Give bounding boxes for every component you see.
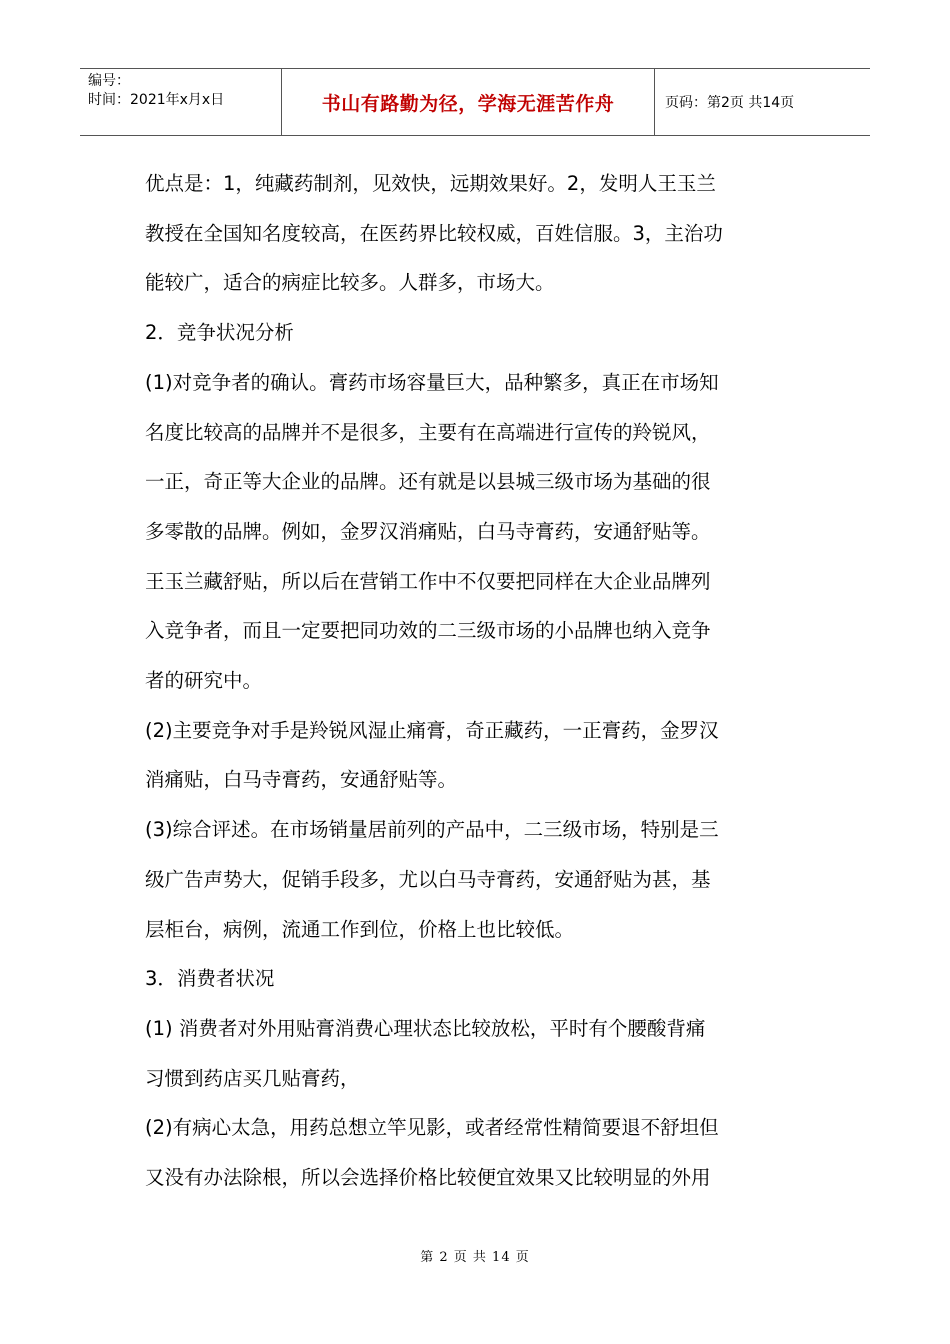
header-page-info: 页码：第2页 共14页 xyxy=(665,95,795,111)
section-heading: 2．竞争状况分析 xyxy=(145,321,294,345)
body-line: 级广告声势大，促销手段多，尤以白马寺膏药，安通舒贴为甚，基 xyxy=(145,867,711,891)
body-line: 能较广，适合的病症比较多。人群多，市场大。 xyxy=(145,271,555,295)
document-number: 编号： xyxy=(88,73,130,89)
body-line: 王玉兰藏舒贴，所以后在营销工作中不仅要把同样在大企业品牌列 xyxy=(145,569,711,593)
body-line: 者的研究中。 xyxy=(145,669,263,693)
body-line: 消痛贴，白马寺膏药，安通舒贴等。 xyxy=(145,768,458,792)
header-meta xyxy=(80,69,282,135)
section-heading: 3．消费者状况 xyxy=(145,967,275,991)
body-line: (1) 消费者对外用贴膏消费心理状态比较放松，平时有个腰酸背痛 xyxy=(145,1016,706,1040)
body-line: 优点是：1，纯藏药制剂，见效快，远期效果好。2，发明人王玉兰 xyxy=(145,172,716,195)
document-header xyxy=(80,68,870,136)
body-line: (1)对竞争者的确认。膏药市场容量巨大，品种繁多，真正在市场知 xyxy=(145,370,719,394)
body-line: (2)主要竞争对手是羚锐风湿止痛膏，奇正藏药，一正膏药，金罗汉 xyxy=(145,718,719,742)
body-line: (3)综合评述。在市场销量居前列的产品中，二三级市场，特别是三 xyxy=(145,818,719,842)
body-line: 层柜台，病例，流通工作到位，价格上也比较低。 xyxy=(145,917,575,941)
document-time: 时间：2021年x月x日 xyxy=(88,92,225,108)
page-footer: 第 2 页 共 14 页 xyxy=(420,1250,530,1265)
body-line: 又没有办法除根，所以会选择价格比较便宜效果又比较明显的外用 xyxy=(145,1166,711,1190)
body-line: (2)有病心太急，用药总想立竿见影，或者经常性精简要退不舒坦但 xyxy=(145,1116,719,1140)
body-line: 一正，奇正等大企业的品牌。还有就是以县城三级市场为基础的很 xyxy=(145,470,711,494)
body-line: 教授在全国知名度较高，在医药界比较权威，百姓信服。3，主治功 xyxy=(145,221,723,245)
body-line: 多零散的品牌。例如，金罗汉消痛贴，白马寺膏药，安通舒贴等。 xyxy=(145,519,711,543)
header-motto: 书山有路勤为径，学海无涯苦作舟 xyxy=(282,69,655,135)
body-line: 入竞争者，而且一定要把同功效的二三级市场的小品牌也纳入竞争 xyxy=(145,619,711,643)
body-line: 名度比较高的品牌并不是很多，主要有在高端进行宣传的羚锐风， xyxy=(145,420,711,444)
document-body xyxy=(145,159,807,1203)
body-line: 习惯到药店买几贴膏药， xyxy=(145,1066,360,1090)
